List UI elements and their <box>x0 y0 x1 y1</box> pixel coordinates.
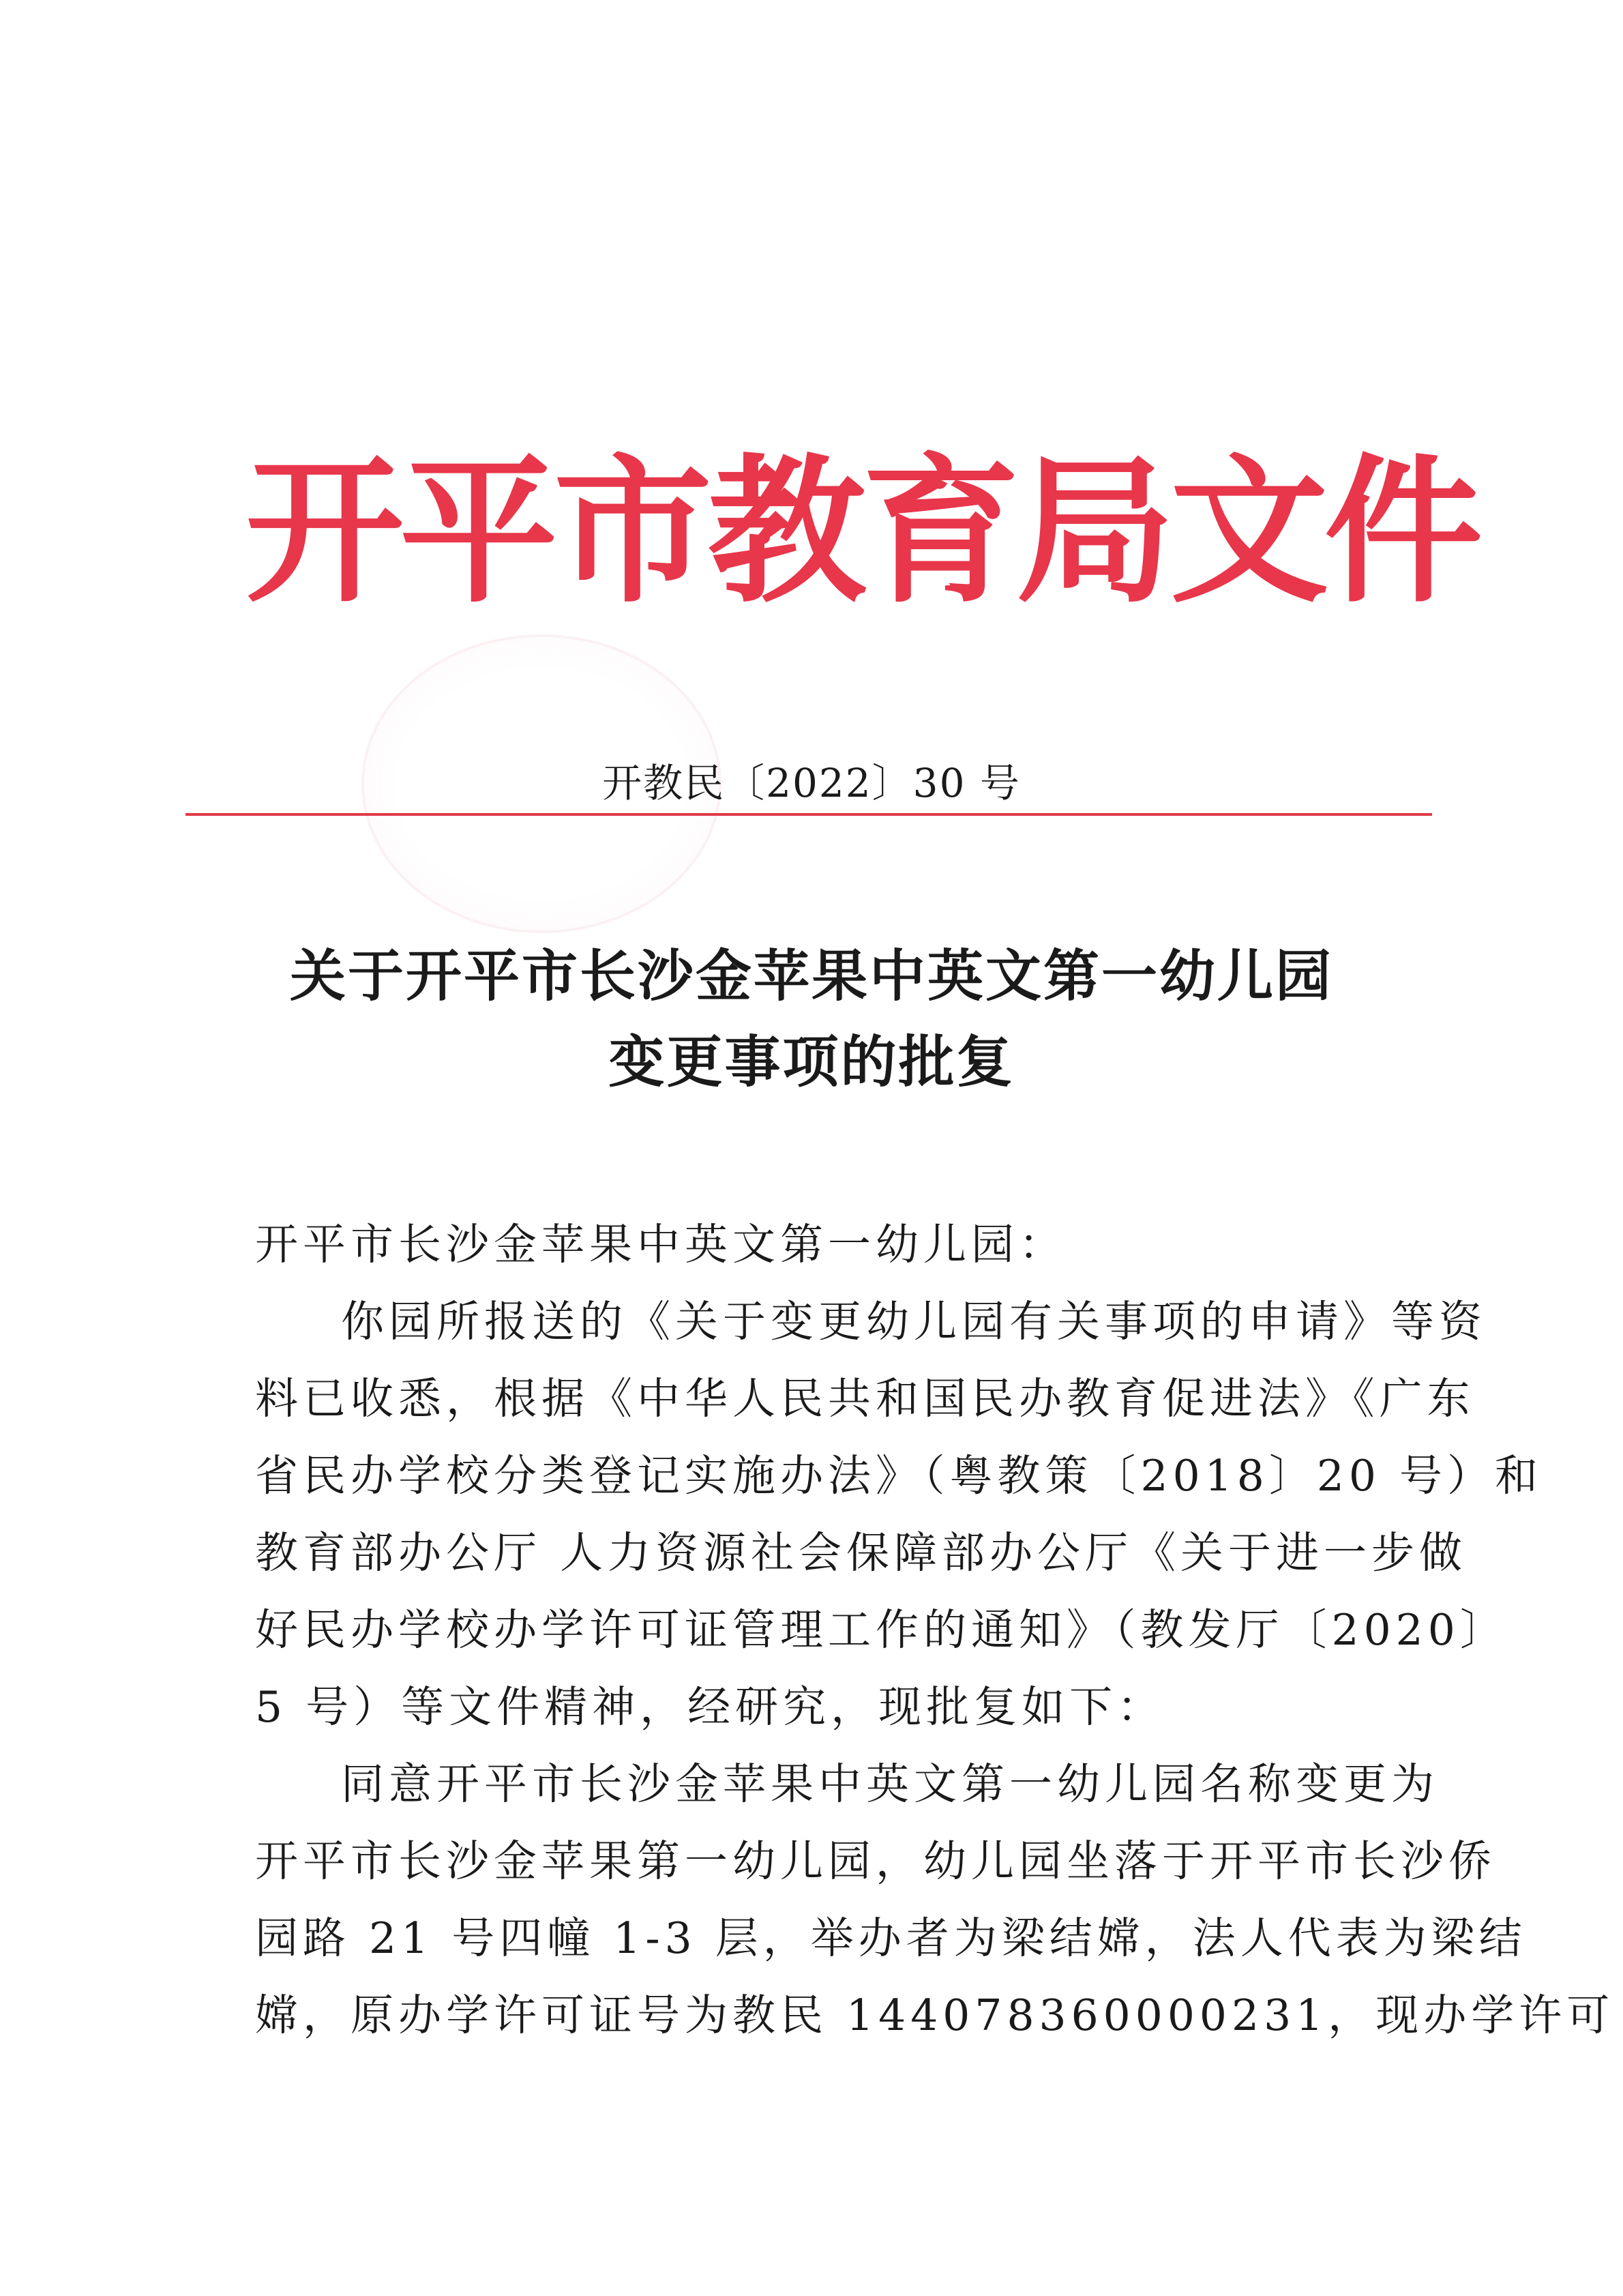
body-line: 好民办学校办学许可证管理工作的通知》（教发厅〔2020〕 <box>255 1605 1508 1655</box>
body-line: 省民办学校分类登记实施办法》（粤教策〔2018〕20 号）和 <box>255 1451 1543 1501</box>
salutation: 开平市长沙金苹果中英文第一幼儿园： <box>255 1220 1067 1269</box>
body-line: 教育部办公厅 人力资源社会保障部办公厅《关于进一步做 <box>255 1528 1468 1578</box>
body-line: 园路 21 号四幢 1-3 层，举办者为梁结嫦，法人代表为梁结 <box>255 1913 1527 1963</box>
red-divider-line <box>185 813 1432 816</box>
body-line: 开平市长沙金苹果第一幼儿园，幼儿园坐落于开平市长沙侨 <box>255 1836 1496 1886</box>
body-line: 5 号）等文件精神，经研究，现批复如下： <box>255 1682 1165 1732</box>
title-line-2: 变更事项的批复 <box>608 1029 1015 1095</box>
letterhead-title: 开平市教育局文件 <box>245 440 1479 624</box>
body-line: 嫦，原办学许可证号为教民 144078360000231，现办学许可 <box>255 1990 1615 2040</box>
body-line: 你园所报送的《关于变更幼儿园有关事项的申请》等资 <box>341 1297 1487 1346</box>
body-line: 同意开平市长沙金苹果中英文第一幼儿园名称变更为 <box>341 1759 1439 1809</box>
title-line-1: 关于开平市长沙金苹果中英文第一幼儿园 <box>289 943 1333 1009</box>
document-body <box>255 1206 1615 2054</box>
document-title <box>0 933 1623 1105</box>
document-number: 开教民〔2022〕30 号 <box>602 760 1021 806</box>
body-line: 料已收悉，根据《中华人民共和国民办教育促进法》《广东 <box>255 1374 1475 1424</box>
